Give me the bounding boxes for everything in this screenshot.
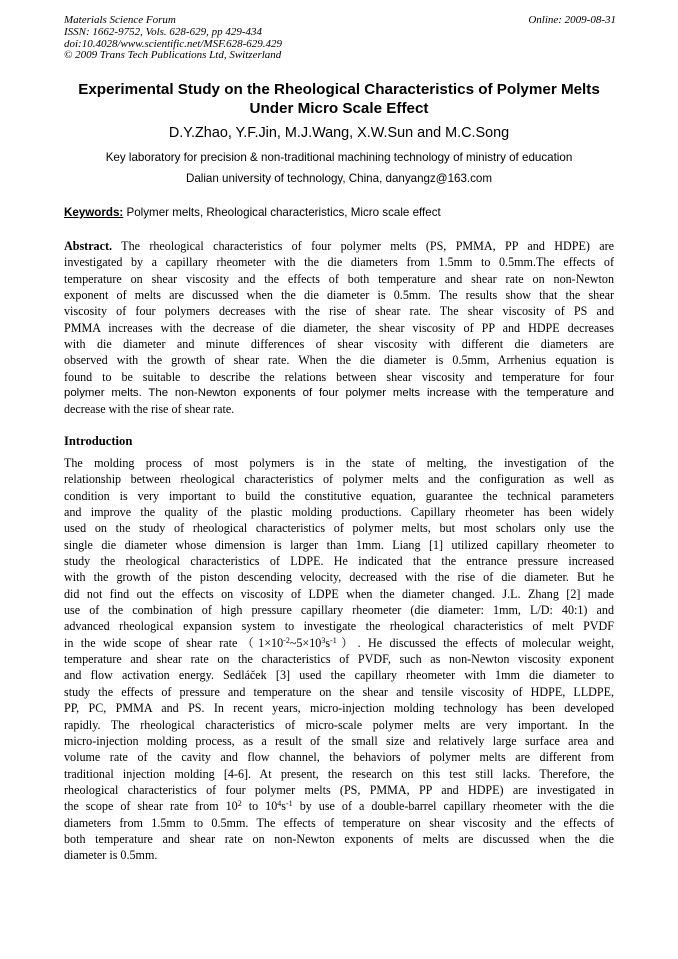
keywords-text: Polymer melts, Rheological characteristics, Micro scale effect bbox=[123, 206, 441, 219]
title-line-1: Experimental Study on the Rheological Characteristics of Polymer Melts bbox=[78, 81, 600, 98]
abstract-text: The rheological characteristics of four polymer melts (PS, PMMA, PP and HDPE) are bbox=[112, 239, 614, 253]
intro-line: rheological characteristics of four polymer melts (PS, PMMA, PP and HDPE) are investigated in bbox=[64, 782, 614, 797]
abstract-line bbox=[64, 238, 614, 254]
keywords-label: Keywords: bbox=[64, 206, 124, 219]
intro-line: condition is very important to build the constitutive equation, guarantee the technical parameters bbox=[64, 488, 614, 503]
intro-line bbox=[64, 635, 614, 651]
intro-text: in the wide scope of shear rate（1×10 bbox=[64, 635, 284, 650]
doi-line: doi:10.4028/www.scientific.net/MSF.628-629.429 bbox=[64, 37, 283, 50]
abstract-line: PMMA increases with the decrease of die diameter, the shear viscosity of PP and HDPE decreases bbox=[64, 320, 614, 335]
abstract-line: investigated by a capillary rheometer with the die diameters from 1.5mm to 0.5mm.The effects of bbox=[64, 255, 614, 270]
intro-line: use of the combination of high pressure capillary rheometer (die diameter: 1mm, L/D: 40:1) and bbox=[64, 603, 614, 618]
paper-title bbox=[50, 80, 628, 118]
intro-line: used on the study of rheological characteristics of polymer melts, but most scholars only use the bbox=[64, 521, 614, 536]
intro-text: s bbox=[281, 799, 286, 814]
intro-text: ）. He discussed the effects of molecular weight, bbox=[336, 635, 615, 650]
intro-line: study the effects of pressure and temperature on the shear and tensile viscosity of HDPE, LLDPE, bbox=[64, 684, 614, 699]
abstract-line: decrease with the rise of shear rate. bbox=[64, 402, 235, 417]
abstract-line: with die diameter and minute differences of shear viscosity with different die diameters are bbox=[64, 337, 614, 352]
author-list: D.Y.Zhao, Y.F.Jin, M.J.Wang, X.W.Sun and M.C.Song bbox=[168, 125, 510, 141]
intro-line: advanced rheological expansion system to investigate the rheological characteristics of melt PVDF bbox=[64, 619, 614, 634]
intro-line: PP, PC, PMMA and PS. In recent years, micro-injection molding technology has been developed bbox=[64, 701, 614, 716]
superscript: -2 bbox=[283, 635, 290, 645]
intro-line: and flow activation energy. Sedláček [3] used the capillary rheometer with 1mm die diameter to bbox=[64, 668, 614, 683]
affiliation-line-2: Dalian university of technology, China, danyangz@163.com bbox=[185, 172, 493, 185]
intro-line: relationship between rheological characteristics of polymer melts and the configuration as well as bbox=[64, 472, 614, 487]
intro-line: single die diameter whose dimension is larger than 1mm. Liang [1] utilized capillary rheometer to bbox=[64, 537, 614, 552]
superscript: -1 bbox=[286, 799, 293, 809]
intro-line: did not find out the effects on viscosity of LDPE when the diameter changed. J.L. Zhang [2] made bbox=[64, 586, 614, 601]
intro-line: and improve the quality of the plastic molding productions. Capillary rheometer has been widely bbox=[64, 505, 614, 520]
intro-line: micro-injection molding process, as a result of the small size and relatively large surface area and bbox=[64, 733, 614, 748]
intro-text: s bbox=[325, 635, 331, 650]
superscript: -1 bbox=[330, 635, 337, 645]
abstract-label: Abstract. bbox=[64, 239, 113, 253]
journal-header bbox=[64, 15, 616, 62]
intro-text: ~5×10 bbox=[289, 635, 322, 650]
intro-line: temperature and shear rate on the characteristics of PVDF, such as non-Newton viscosity exponent bbox=[64, 652, 614, 667]
intro-line: rapidly. The rheological characteristics of micro-scale polymer melts are very important. In the bbox=[64, 717, 614, 732]
online-date: Online: 2009-08-31 bbox=[528, 14, 616, 26]
superscript: 4 bbox=[277, 799, 282, 809]
copyright-line: © 2009 Trans Tech Publications Ltd, Switzerland bbox=[64, 49, 282, 62]
section-heading-introduction: Introduction bbox=[64, 434, 133, 448]
superscript: 3 bbox=[321, 635, 326, 645]
issn-line: ISSN: 1662-9752, Vols. 628-629, pp 429-434 bbox=[64, 25, 262, 38]
abstract-line: viscosity of four polymers decreases with the rise of shear rate. The shear viscosity of PS and bbox=[64, 304, 614, 319]
keywords bbox=[64, 206, 624, 220]
intro-line: volume rate of the cavity and flow channel, the behaviors of polymer melts are different from bbox=[64, 750, 614, 765]
intro-line: with the growth of the piston descending velocity, decreased with the rise of die diameter. But he bbox=[64, 570, 614, 585]
intro-line: diameters from 1.5mm to 0.5mm. The effects of temperature on shear viscosity and the effects of bbox=[64, 815, 614, 830]
abstract-line: polymer melts. The non-Newton exponents of four polymer melts increase with the temperature and bbox=[64, 387, 614, 400]
journal-name: Materials Science Forum bbox=[64, 14, 176, 26]
intro-text: the scope of shear rate from 10 bbox=[64, 799, 238, 814]
intro-line: study the rheological characteristics of LDPE. He indicated that the entrance pressure increased bbox=[64, 554, 614, 569]
affiliation-line-1: Key laboratory for precision & non-traditional machining technology of ministry of education bbox=[105, 151, 573, 164]
abstract-line: exponent of melts are discussed when the die diameter is 0.5mm. The results show that the shear bbox=[64, 288, 614, 303]
intro-line: traditional injection molding [4-6]. At present, the research on this test still lacks. Therefore, the bbox=[64, 766, 614, 781]
introduction-body bbox=[64, 455, 614, 864]
intro-text: to 10 bbox=[241, 799, 278, 814]
intro-line: diameter is 0.5mm. bbox=[64, 848, 158, 863]
intro-line bbox=[64, 798, 614, 814]
intro-text: by use of a double-barrel capillary rheometer with the die bbox=[292, 799, 614, 814]
intro-line: both temperature and shear rate on non-Newton exponents of melts are discussed when the die bbox=[64, 831, 614, 846]
intro-line: The molding process of most polymers is in the state of melting, the investigation of the bbox=[64, 456, 614, 470]
superscript: 2 bbox=[237, 799, 242, 809]
abstract-line: found to be suitable to describe the relations between shear viscosity and temperature for four bbox=[64, 369, 614, 384]
title-line-2: Under Micro Scale Effect bbox=[249, 100, 429, 117]
abstract bbox=[64, 238, 614, 418]
abstract-line: observed with the growth of shear rate. When the die diameter is 0.5mm, Arrhenius equation is bbox=[64, 353, 614, 368]
abstract-line: temperature on shear viscosity and the effects of both temperature and shear rate on non-Newton bbox=[64, 271, 614, 286]
